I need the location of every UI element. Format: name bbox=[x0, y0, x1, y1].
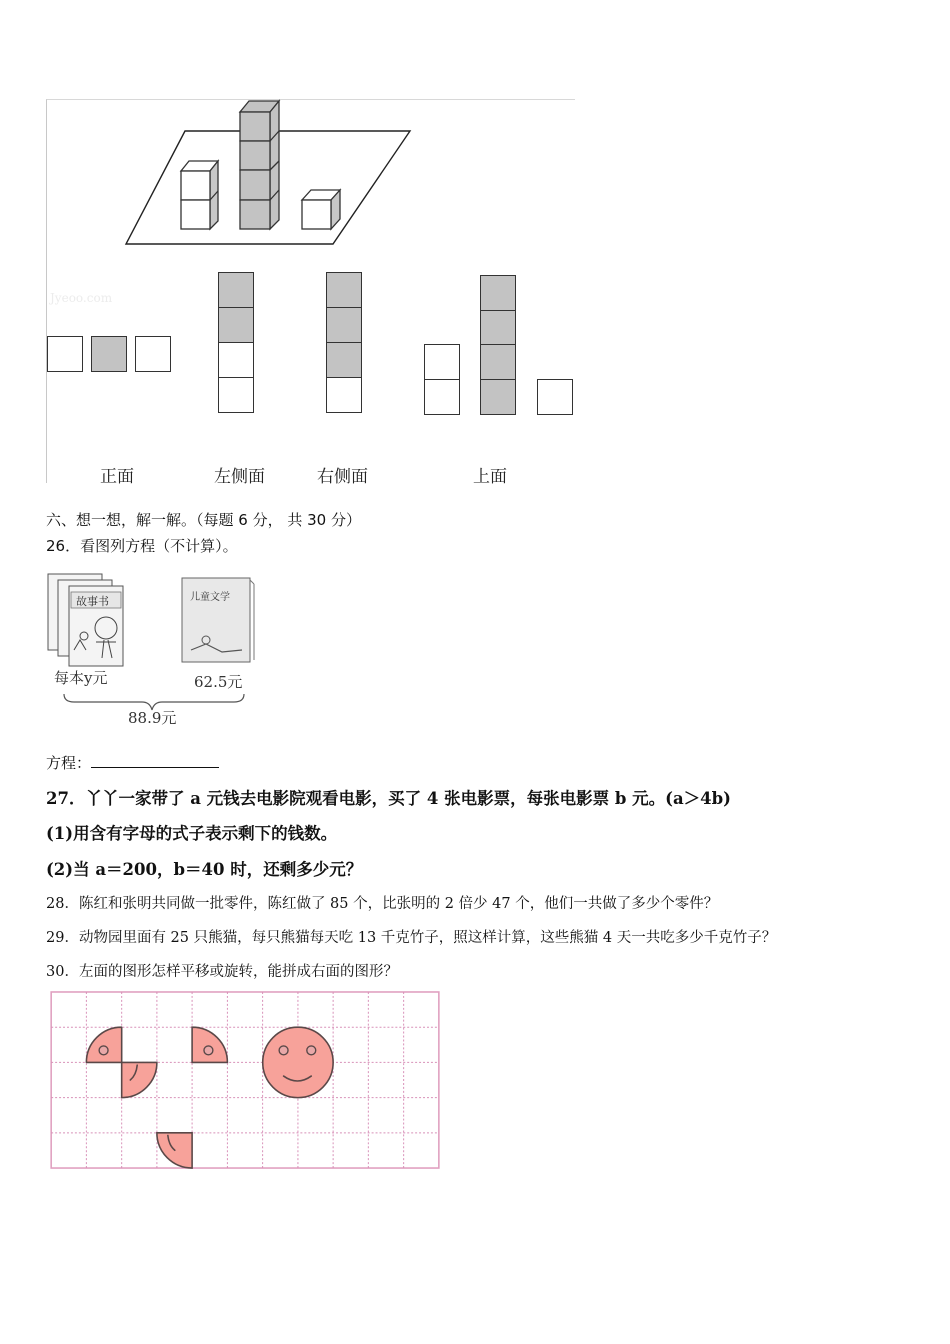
view-square-gray bbox=[91, 336, 127, 372]
storybook-price: 每本y元 bbox=[54, 669, 108, 687]
view-square-gray bbox=[480, 344, 516, 380]
smiley-face-target bbox=[263, 1027, 333, 1097]
view-square-gray bbox=[326, 272, 362, 308]
view-square-gray bbox=[218, 307, 254, 343]
label-right-view: 右侧面 bbox=[317, 467, 368, 487]
view-square-gray bbox=[218, 272, 254, 308]
equation-blank[interactable] bbox=[91, 753, 219, 768]
view-square-white bbox=[424, 379, 460, 415]
books-illustration bbox=[46, 570, 266, 730]
view-square-white bbox=[47, 336, 83, 372]
view-square-white bbox=[537, 379, 573, 415]
view-square-white bbox=[218, 342, 254, 378]
view-square-gray bbox=[480, 310, 516, 346]
equation-label: 方程： bbox=[46, 754, 92, 772]
childlit-title: 儿童文学 bbox=[190, 592, 230, 603]
question-27-sub2: (2)当 a＝200，b＝40 时，还剩多少元？ bbox=[46, 860, 363, 879]
view-square-white bbox=[424, 344, 460, 380]
watermark: Jyeoo.com bbox=[50, 291, 113, 305]
total-price: 88.9元 bbox=[128, 709, 177, 727]
question-27-prompt: 27．丫丫一家带了 a 元钱去电影院观看电影，买了 4 张电影票，每张电影票 b 元。(a＞4b) bbox=[46, 789, 731, 808]
storybook-title: 故事书 bbox=[76, 595, 109, 608]
question-26-prompt: 26．看图列方程（不计算）。 bbox=[46, 537, 238, 555]
view-square-gray bbox=[326, 342, 362, 378]
section-heading: 六、想一想，解一解。（每题 6 分， 共 30 分） bbox=[46, 511, 361, 529]
isometric-cubes-illustration bbox=[120, 98, 420, 248]
label-top-view: 上面 bbox=[473, 467, 507, 487]
question-29-prompt: 29．动物园里面有 25 只熊猫，每只熊猫每天吃 13 千克竹子，照这样计算，这些熊猫 4 天一共吃多少千克竹子？ bbox=[46, 930, 777, 946]
view-square-white bbox=[218, 377, 254, 413]
view-square-gray bbox=[480, 379, 516, 415]
view-square-gray bbox=[480, 275, 516, 311]
view-square-gray bbox=[326, 307, 362, 343]
label-front-view: 正面 bbox=[100, 467, 134, 487]
label-left-view: 左侧面 bbox=[214, 467, 265, 487]
question-28-prompt: 28．陈红和张明共同做一批零件，陈红做了 85 个，比张明的 2 倍少 47 个，他们一共做了多少个零件？ bbox=[46, 896, 719, 912]
view-square-white bbox=[135, 336, 171, 372]
question-30-prompt: 30．左面的图形怎样平移或旋转，能拼成右面的图形？ bbox=[46, 964, 398, 980]
translation-rotation-grid bbox=[49, 991, 443, 1171]
view-square-white bbox=[326, 377, 362, 413]
childlit-price: 62.5元 bbox=[194, 673, 243, 691]
equation-answer-line bbox=[46, 752, 219, 773]
question-27-sub1: (1)用含有字母的式子表示剩下的钱数。 bbox=[46, 824, 338, 843]
